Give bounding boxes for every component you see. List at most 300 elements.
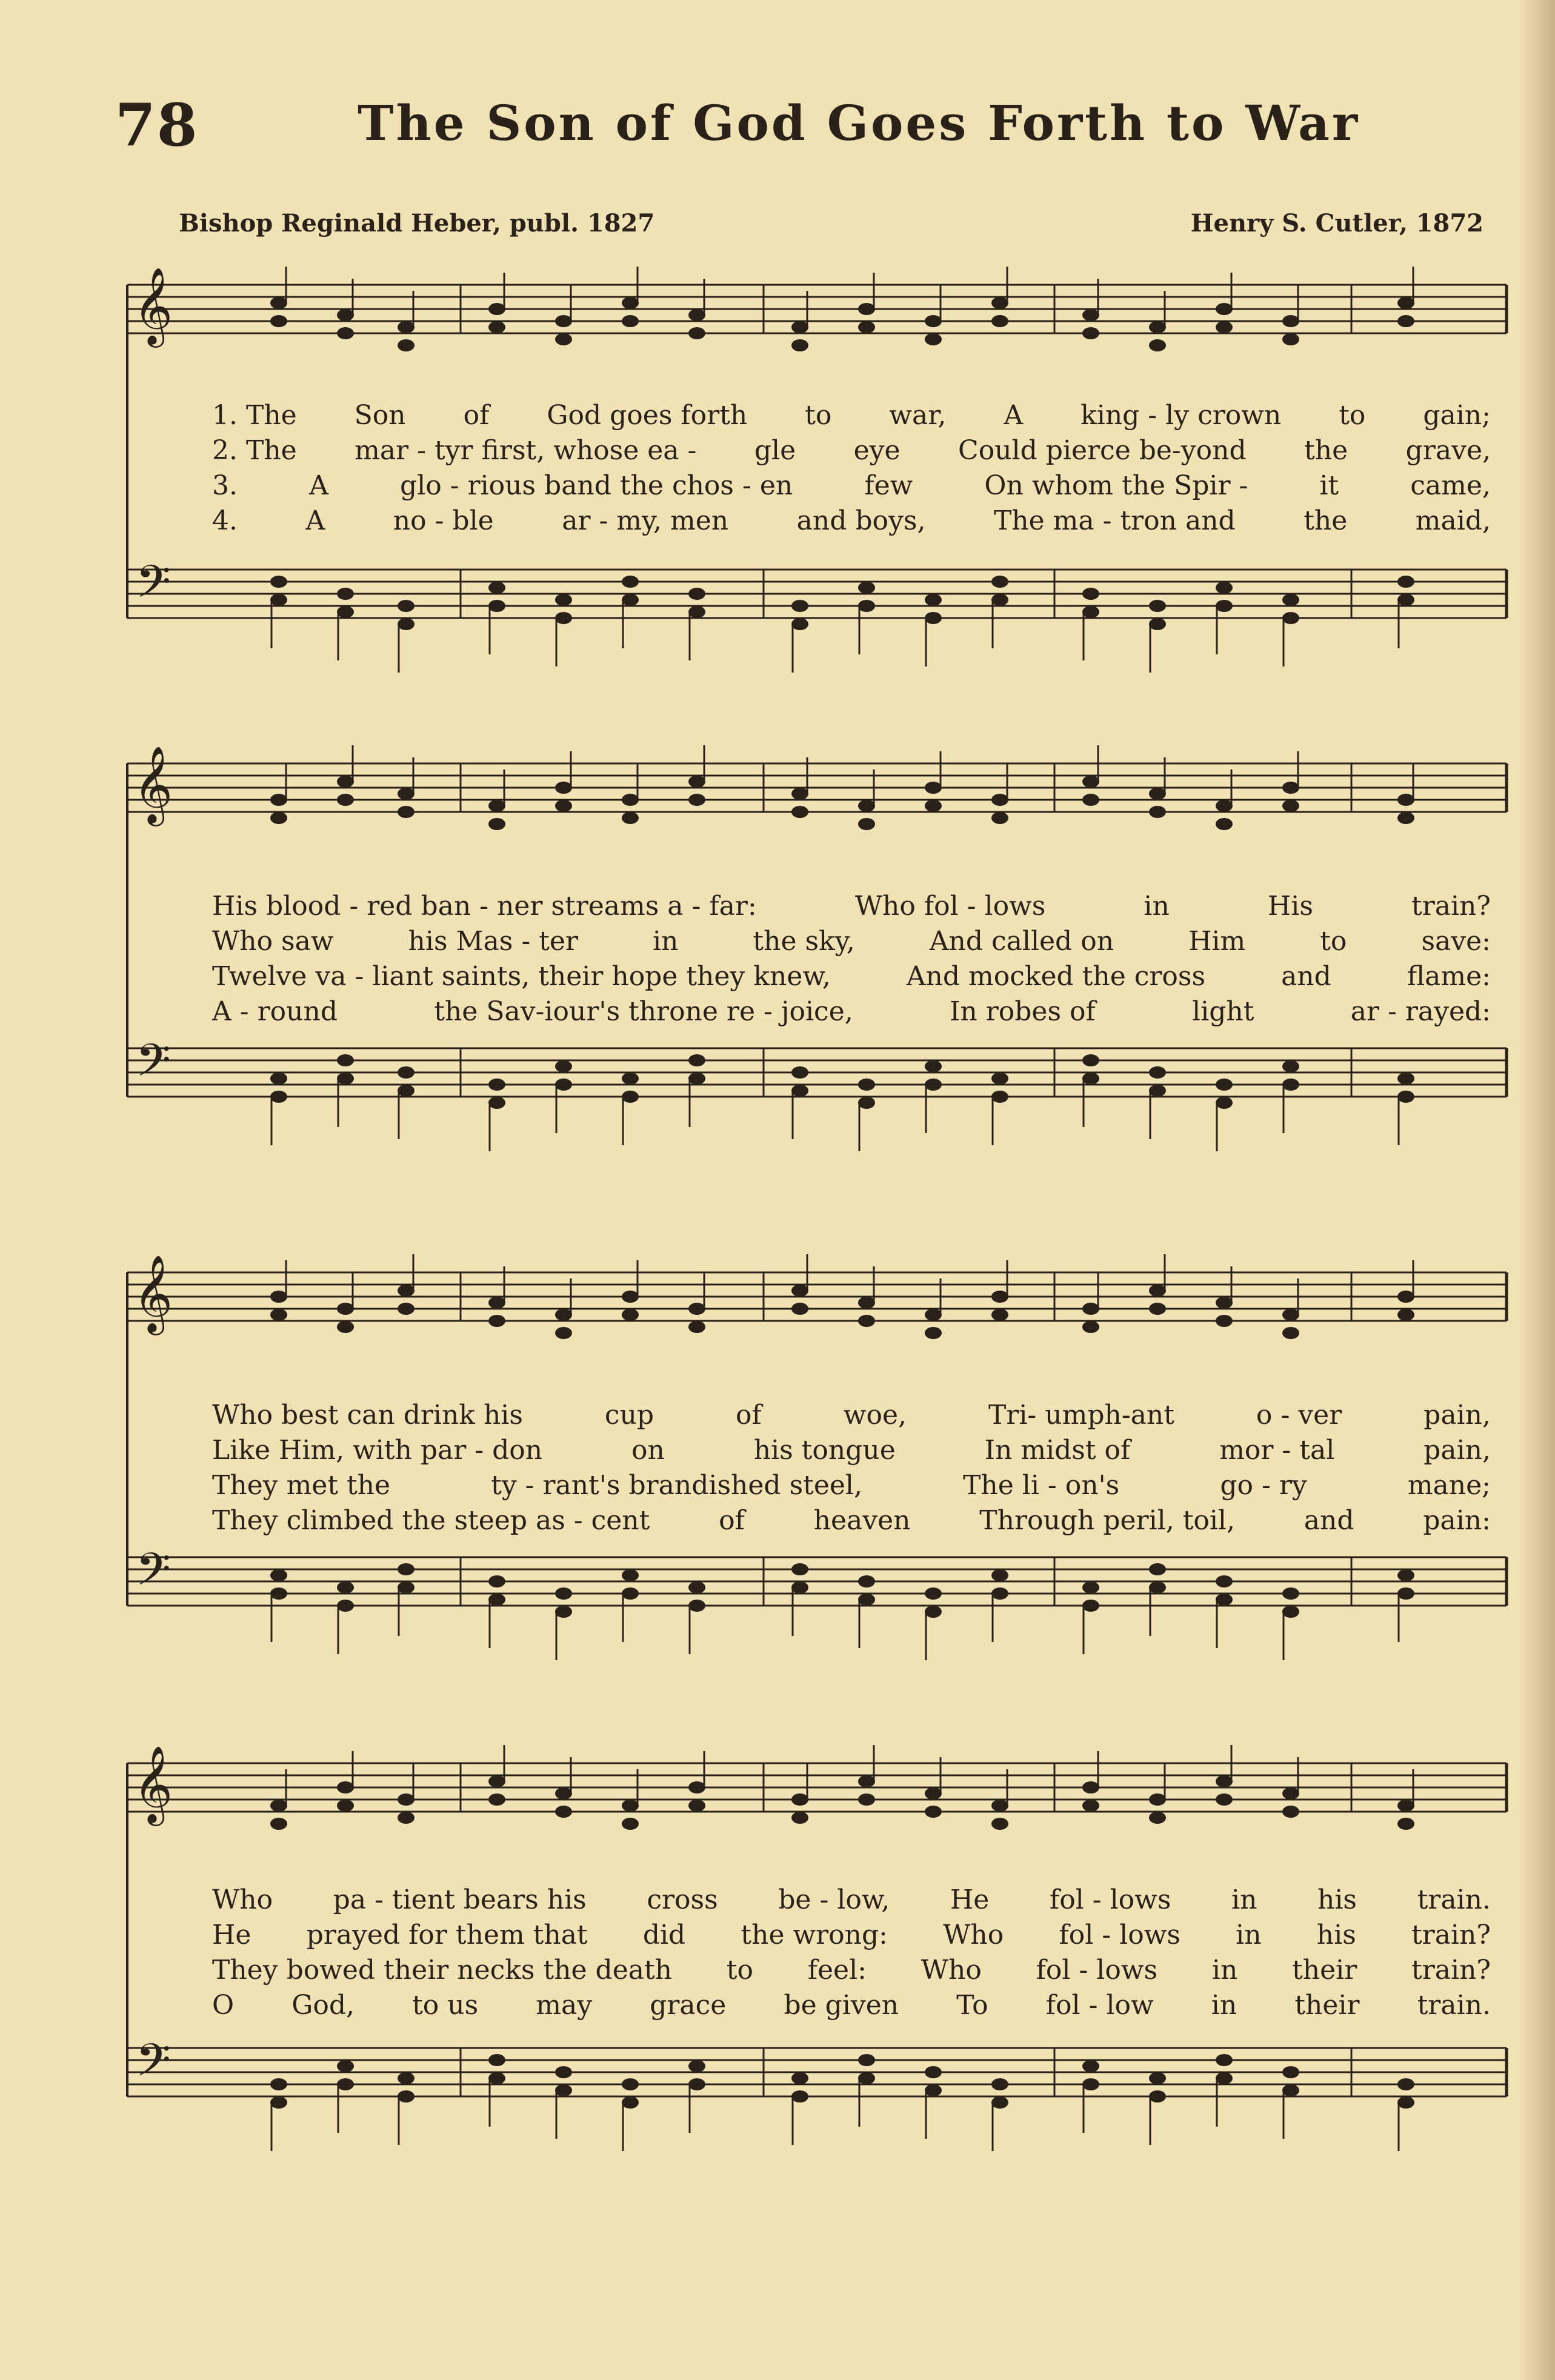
note-head xyxy=(1282,2084,1299,2096)
note-head xyxy=(1282,800,1299,812)
lyric-syllable-group: and boys, xyxy=(796,505,926,536)
note-head xyxy=(270,297,287,309)
lyric-syllable-group: save: xyxy=(1421,926,1491,957)
lyric-syllable-group: and xyxy=(1281,961,1331,992)
note-head xyxy=(337,794,354,806)
note-head xyxy=(1082,588,1099,600)
lyric-syllable-group: prayed for them that xyxy=(306,1920,588,1950)
note-head xyxy=(991,812,1008,824)
note-head xyxy=(688,1581,705,1594)
note-head xyxy=(1216,582,1233,594)
note-head xyxy=(337,1800,354,1812)
verse-line xyxy=(212,961,1491,995)
note-head xyxy=(991,2078,1008,2090)
note-head xyxy=(1216,303,1233,315)
treble-clef-icon: 𝄞 xyxy=(133,267,173,344)
note-head xyxy=(1082,776,1099,788)
bass-clef-icon: 𝄢 xyxy=(136,1034,171,1098)
lyric-syllable-group: glo - rious band the chos - en xyxy=(399,470,793,501)
note-head xyxy=(1216,2072,1233,2084)
note-head xyxy=(791,618,808,630)
note-head xyxy=(1397,1072,1414,1085)
note-head xyxy=(337,327,354,339)
note-head xyxy=(488,800,505,812)
note-head xyxy=(1149,1563,1166,1575)
lyric-syllable-group: to xyxy=(726,1955,753,1986)
note-head xyxy=(1082,1600,1099,1612)
lyric-syllable-group: of xyxy=(736,1400,762,1431)
lyric-syllable-group: the sky, xyxy=(753,926,855,957)
lyric-syllable-group: mor - tal xyxy=(1219,1435,1335,1466)
note-head xyxy=(791,1303,808,1315)
note-head xyxy=(270,1291,287,1303)
note-head xyxy=(1397,594,1414,606)
note-head xyxy=(622,812,639,824)
lyricist-credit: Bishop Reginald Heber, publ. 1827 xyxy=(179,209,655,238)
verse-line xyxy=(212,1470,1491,1504)
lyric-syllable-group: Could pierce be-yond xyxy=(958,435,1247,466)
note-head xyxy=(622,2078,639,2090)
note-head xyxy=(925,594,942,606)
note-head xyxy=(925,2084,942,2096)
note-head xyxy=(858,321,875,333)
note-head xyxy=(991,2096,1008,2109)
note-head xyxy=(858,800,875,812)
note-head xyxy=(398,806,415,818)
lyric-syllable-group: They climbed the steep as - cent xyxy=(212,1505,650,1536)
lyric-syllable-group: it xyxy=(1319,470,1339,501)
note-head xyxy=(398,321,415,333)
lyric-syllable-group: In midst of xyxy=(984,1435,1131,1466)
note-head xyxy=(1282,594,1299,606)
note-head xyxy=(622,576,639,588)
note-head xyxy=(925,612,942,624)
note-head xyxy=(1149,339,1166,351)
note-head xyxy=(1282,1309,1299,1321)
lyric-syllable-group: of xyxy=(719,1505,745,1536)
note-head xyxy=(398,1303,415,1315)
note-head xyxy=(488,1793,505,1806)
note-head xyxy=(1149,2090,1166,2102)
lyric-syllable-group: On whom the Spir - xyxy=(984,470,1248,501)
note-head xyxy=(991,1587,1008,1600)
note-head xyxy=(1216,2054,1233,2066)
lyric-syllable-group: A - round xyxy=(212,996,338,1027)
note-head xyxy=(488,1575,505,1587)
note-head xyxy=(398,1793,415,1806)
treble-clef-icon: 𝄞 xyxy=(133,1254,173,1332)
note-head xyxy=(270,812,287,824)
lyric-syllable-group: on xyxy=(631,1435,665,1466)
lyric-syllable-group: in xyxy=(1211,1955,1238,1986)
note-head xyxy=(1397,2096,1414,2109)
lyric-syllable-group: light xyxy=(1192,996,1254,1027)
lyric-syllable-group: train. xyxy=(1417,1884,1491,1915)
note-head xyxy=(925,1327,942,1339)
lyric-syllable-group: Who saw xyxy=(212,926,334,957)
note-head xyxy=(791,1793,808,1806)
lyric-syllable-group: in xyxy=(1211,1990,1237,2021)
note-head xyxy=(858,818,875,830)
note-head xyxy=(337,2078,354,2090)
lyric-syllable-group: He xyxy=(950,1884,990,1915)
note-head xyxy=(1397,1309,1414,1321)
note-head xyxy=(488,321,505,333)
lyric-syllable-group: his xyxy=(1317,1884,1357,1915)
lyric-syllable-group: God goes forth xyxy=(547,400,748,431)
note-head xyxy=(858,1775,875,1787)
lyric-syllable-group: fol - low xyxy=(1045,1990,1154,2021)
note-head xyxy=(488,1775,505,1787)
bass-clef-icon: 𝄢 xyxy=(136,2034,171,2098)
note-head xyxy=(688,794,705,806)
note-head xyxy=(1216,1297,1233,1309)
note-head xyxy=(555,1079,572,1091)
note-head xyxy=(398,1085,415,1097)
note-head xyxy=(1216,1315,1233,1327)
lyric-syllable-group: war, xyxy=(889,400,947,431)
lyric-syllable-group: Who best can drink his xyxy=(212,1400,523,1431)
lyric-syllable-group: Who xyxy=(921,1955,982,1986)
note-head xyxy=(991,1291,1008,1303)
note-head xyxy=(925,1606,942,1618)
note-head xyxy=(270,2078,287,2090)
note-head xyxy=(622,1291,639,1303)
lyric-syllable-group: Twelve va - liant saints, their hope they knew, xyxy=(212,961,831,992)
note-head xyxy=(791,1563,808,1575)
lyric-syllable-group: eye xyxy=(853,435,901,466)
note-head xyxy=(1282,1787,1299,1800)
lyric-syllable-group: In robes of xyxy=(950,996,1096,1027)
lyric-syllable-group: pain, xyxy=(1423,1435,1491,1466)
note-head xyxy=(1149,618,1166,630)
verse-line xyxy=(212,996,1491,1030)
lyric-syllable-group: o - ver xyxy=(1256,1400,1342,1431)
lyric-syllable-group: flame: xyxy=(1407,961,1491,992)
note-head xyxy=(488,600,505,612)
verse-line xyxy=(212,400,1491,434)
lyric-syllable-group: The ma - tron and xyxy=(993,505,1236,536)
bass-clef-icon: 𝄢 xyxy=(136,556,171,619)
verse-line xyxy=(212,470,1491,504)
lyric-syllable-group: train? xyxy=(1411,1920,1491,1950)
note-head xyxy=(337,1321,354,1333)
lyric-syllable-group: cross xyxy=(647,1884,718,1915)
note-head xyxy=(791,1066,808,1079)
note-head xyxy=(1082,2060,1099,2072)
lyric-syllable-group: O xyxy=(212,1990,235,2021)
note-head xyxy=(1082,309,1099,321)
note-head xyxy=(1216,1097,1233,1109)
note-head xyxy=(270,1800,287,1812)
note-head xyxy=(991,1091,1008,1103)
note-head xyxy=(1149,1812,1166,1824)
note-head xyxy=(488,1594,505,1606)
lyric-syllable-group: few xyxy=(864,470,913,501)
verse-line xyxy=(212,1435,1491,1469)
note-head xyxy=(555,1806,572,1818)
note-head xyxy=(337,309,354,321)
note-head xyxy=(1216,1793,1233,1806)
verse-line xyxy=(212,1400,1491,1434)
lyric-syllable-group: gain; xyxy=(1423,400,1491,431)
note-head xyxy=(555,1060,572,1072)
note-head xyxy=(398,2090,415,2102)
lyric-syllable-group: A xyxy=(1004,400,1024,431)
note-head xyxy=(488,582,505,594)
note-head xyxy=(858,303,875,315)
note-head xyxy=(1216,1079,1233,1091)
page-edge-shadow xyxy=(1519,0,1555,2380)
note-head xyxy=(1082,1781,1099,1793)
lyric-syllable-group: fol - lows xyxy=(1036,1955,1158,1986)
note-head xyxy=(488,1297,505,1309)
lyric-syllable-group: pain, xyxy=(1423,1400,1491,1431)
lyric-syllable-group: They bowed their necks the death xyxy=(212,1955,672,1986)
note-head xyxy=(858,1575,875,1587)
note-head xyxy=(1282,612,1299,624)
music-system-2 xyxy=(121,745,1513,1157)
lyric-syllable-group: And called on xyxy=(929,926,1114,957)
note-head xyxy=(622,1569,639,1581)
note-head xyxy=(791,1285,808,1297)
note-head xyxy=(555,800,572,812)
note-head xyxy=(688,2078,705,2090)
note-head xyxy=(1149,1303,1166,1315)
note-head xyxy=(398,1812,415,1824)
note-head xyxy=(991,594,1008,606)
lyric-syllable-group: go - ry xyxy=(1220,1470,1307,1501)
note-head xyxy=(858,1793,875,1806)
lyric-syllable-group: Tri- umph-ant xyxy=(988,1400,1174,1431)
note-head xyxy=(622,794,639,806)
note-head xyxy=(1216,1775,1233,1787)
note-head xyxy=(398,600,415,612)
note-head xyxy=(1397,1587,1414,1600)
note-head xyxy=(925,315,942,327)
note-head xyxy=(337,1600,354,1612)
verse-line xyxy=(212,1955,1491,1989)
note-head xyxy=(555,315,572,327)
lyric-syllable-group: mane; xyxy=(1407,1470,1491,1501)
note-head xyxy=(622,315,639,327)
lyric-syllable-group: Who fol - lows xyxy=(854,891,1046,922)
lyric-syllable-group: their xyxy=(1294,1990,1360,2021)
note-head xyxy=(791,1812,808,1824)
music-system-1 xyxy=(121,267,1513,679)
note-head xyxy=(688,1321,705,1333)
lyric-syllable-group: fol - lows xyxy=(1059,1920,1180,1950)
lyric-syllable-group: Who xyxy=(212,1884,273,1915)
page-number: 78 xyxy=(115,91,199,159)
note-head xyxy=(791,600,808,612)
note-head xyxy=(555,1309,572,1321)
lyric-syllable-group: cup xyxy=(604,1400,654,1431)
lyric-syllable-group: be given xyxy=(784,1990,899,2021)
note-head xyxy=(1282,333,1299,345)
lyric-syllable-group: maid, xyxy=(1415,505,1491,536)
lyric-syllable-group: heaven xyxy=(813,1505,911,1536)
lyric-syllable-group: pain: xyxy=(1423,1505,1491,1536)
lyric-syllable-group: ar - my, men xyxy=(562,505,729,536)
treble-clef-icon: 𝄞 xyxy=(133,1745,173,1823)
note-head xyxy=(991,576,1008,588)
note-head xyxy=(1282,1327,1299,1339)
verse-line xyxy=(212,1920,1491,1953)
note-head xyxy=(1149,1066,1166,1079)
lyric-syllable-group: train? xyxy=(1411,891,1491,922)
note-head xyxy=(1082,1581,1099,1594)
note-head xyxy=(1397,1291,1414,1303)
note-head xyxy=(925,1787,942,1800)
note-head xyxy=(1397,315,1414,327)
lyric-syllable-group: and xyxy=(1304,1505,1354,1536)
note-head xyxy=(555,1327,572,1339)
note-head xyxy=(622,297,639,309)
lyric-syllable-group: his Mas - ter xyxy=(408,926,578,957)
verse-line xyxy=(212,1505,1491,1539)
note-head xyxy=(688,327,705,339)
note-head xyxy=(791,321,808,333)
music-system-3 xyxy=(121,1254,1513,1678)
lyric-syllable-group: be - low, xyxy=(778,1884,890,1915)
note-head xyxy=(688,2060,705,2072)
note-head xyxy=(925,1806,942,1818)
note-head xyxy=(1397,794,1414,806)
lyric-syllable-group: 3. xyxy=(212,470,238,501)
lyric-syllable-group: fol - lows xyxy=(1049,1884,1171,1915)
note-head xyxy=(398,1066,415,1079)
note-head xyxy=(398,339,415,351)
lyric-syllable-group: Him xyxy=(1188,926,1246,957)
note-head xyxy=(337,588,354,600)
lyric-syllable-group: Like Him, with par - don xyxy=(212,1435,543,1466)
note-head xyxy=(398,618,415,630)
note-head xyxy=(337,1303,354,1315)
lyric-syllable-group: train. xyxy=(1417,1990,1491,2021)
note-head xyxy=(858,582,875,594)
note-head xyxy=(398,788,415,800)
note-head xyxy=(791,806,808,818)
note-head xyxy=(858,2054,875,2066)
lyric-syllable-group: To xyxy=(956,1990,988,2021)
note-head xyxy=(1397,1569,1414,1581)
note-head xyxy=(1282,1079,1299,1091)
verse-line xyxy=(212,1884,1491,1918)
lyric-syllable-group: the xyxy=(1304,435,1348,466)
note-head xyxy=(1149,1793,1166,1806)
note-head xyxy=(270,594,287,606)
note-head xyxy=(555,1787,572,1800)
note-head xyxy=(270,1569,287,1581)
note-head xyxy=(337,2060,354,2072)
note-head xyxy=(270,2096,287,2109)
lyric-syllable-group: He xyxy=(212,1920,251,1950)
note-head xyxy=(791,1581,808,1594)
note-head xyxy=(925,1309,942,1321)
note-head xyxy=(1397,297,1414,309)
verse-line xyxy=(212,1990,1491,2024)
lyric-syllable-group: Son xyxy=(354,400,406,431)
note-head xyxy=(1397,1091,1414,1103)
lyric-syllable-group: ar - rayed: xyxy=(1350,996,1491,1027)
lyric-syllable-group: Who xyxy=(943,1920,1004,1950)
note-head xyxy=(555,594,572,606)
lyric-syllable-group: They met the xyxy=(212,1470,391,1501)
lyric-syllable-group: in xyxy=(1144,891,1170,922)
note-head xyxy=(688,309,705,321)
note-head xyxy=(622,1818,639,1830)
note-head xyxy=(688,1054,705,1066)
note-head xyxy=(488,818,505,830)
note-head xyxy=(337,776,354,788)
note-head xyxy=(622,1587,639,1600)
note-head xyxy=(688,1303,705,1315)
verse-line xyxy=(212,926,1491,960)
note-head xyxy=(858,1079,875,1091)
lyric-syllable-group: in xyxy=(1236,1920,1262,1950)
lyric-syllable-group: woe, xyxy=(843,1400,907,1431)
note-head xyxy=(488,2072,505,2084)
lyric-syllable-group: gle xyxy=(754,435,796,466)
bass-clef-icon: 𝄢 xyxy=(136,1543,171,1607)
note-head xyxy=(1149,600,1166,612)
note-head xyxy=(858,1097,875,1109)
lyric-syllable-group: of xyxy=(463,400,490,431)
note-head xyxy=(555,1606,572,1618)
note-head xyxy=(488,1315,505,1327)
note-head xyxy=(1282,1587,1299,1600)
note-head xyxy=(1216,818,1233,830)
note-head xyxy=(337,1781,354,1793)
note-head xyxy=(1282,2066,1299,2078)
note-head xyxy=(555,782,572,794)
note-head xyxy=(270,1072,287,1085)
note-head xyxy=(1082,1054,1099,1066)
note-head xyxy=(925,333,942,345)
note-head xyxy=(925,782,942,794)
note-head xyxy=(555,612,572,624)
lyric-syllable-group: His xyxy=(1267,891,1313,922)
lyric-syllable-group: in xyxy=(652,926,679,957)
note-head xyxy=(555,1587,572,1600)
lyric-syllable-group: may xyxy=(536,1990,593,2021)
lyric-syllable-group: their xyxy=(1292,1955,1357,1986)
note-head xyxy=(1149,321,1166,333)
lyric-syllable-group: the Sav-iour's throne re - joice, xyxy=(434,996,853,1027)
lyric-syllable-group: A xyxy=(309,470,328,501)
treble-clef-icon: 𝄞 xyxy=(133,745,173,823)
note-head xyxy=(858,1297,875,1309)
note-head xyxy=(858,1315,875,1327)
note-head xyxy=(688,1800,705,1812)
note-head xyxy=(1082,606,1099,618)
note-head xyxy=(991,1309,1008,1321)
note-head xyxy=(337,1072,354,1085)
note-head xyxy=(1082,1072,1099,1085)
note-head xyxy=(1082,1800,1099,1812)
note-head xyxy=(622,1800,639,1812)
note-head xyxy=(337,606,354,618)
lyric-syllable-group: the xyxy=(1304,505,1348,536)
note-head xyxy=(622,2096,639,2109)
note-head xyxy=(688,1072,705,1085)
note-head xyxy=(488,2054,505,2066)
lyric-syllable-group: 1. The xyxy=(212,400,297,431)
verse-line xyxy=(212,891,1491,925)
lyric-syllable-group: feel: xyxy=(807,1955,867,1986)
note-head xyxy=(1397,1800,1414,1812)
